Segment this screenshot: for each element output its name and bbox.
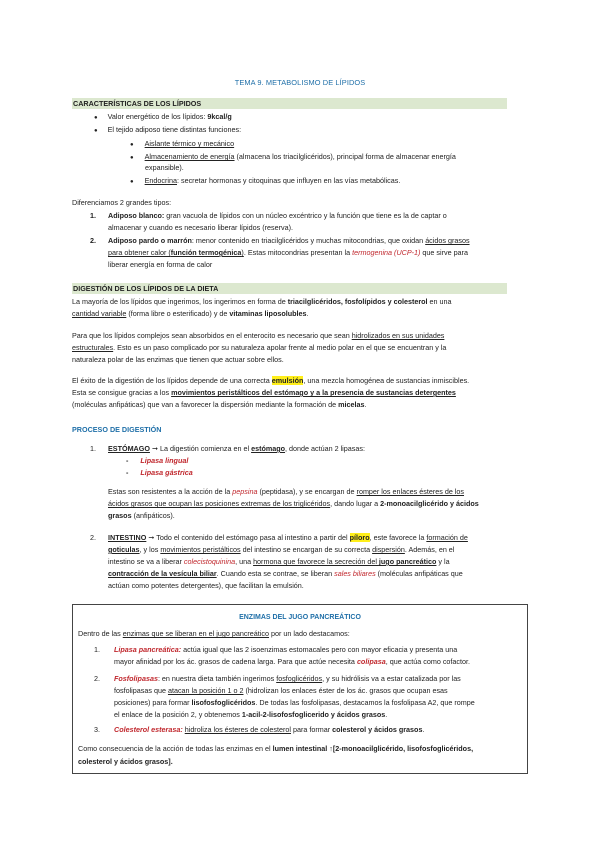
intestino-l2: goticulas, y los movimientos peristálticos del intestino se encargan de su correcta dispersión. Además, en el [108, 545, 455, 554]
arrow-right-icon: ➞ [151, 444, 158, 453]
box-item-2-number: 2. [94, 674, 100, 683]
box-item-1-l2: mayor afinidad por los ác. grasos de cadena larga. Para que actúe necesita colipasa, que actúa como cofactor. [114, 657, 471, 666]
section-heading-caracteristicas: CARACTERÍSTICAS DE LOS LÍPIDOS [72, 98, 507, 109]
intestino-l3: intestino se va a liberar colecistoquinina, una hormona que favorece la secreción del jugo pancreático y la [108, 557, 450, 566]
document-title: TEMA 9. METABOLISMO DE LÍPIDOS [234, 78, 366, 87]
box-item-1-l1: Lipasa pancreática: actúa igual que las 2 isoenzimas estomacales pero con mayor eficacia y presenta una [114, 645, 458, 654]
energy-value: 9kcal/g [207, 112, 232, 121]
sub-bullet-aislante [130, 138, 234, 151]
digestion-p2-l1: Para que los lípidos complejos sean absorbidos en el enterocito es necesario que sean hidrolizados en sus unidades [72, 331, 445, 340]
arrow-right-icon: ➞ [148, 533, 155, 542]
type-2-line2: para obtener calor (función termogénica). Estas mitocondrias presentan la termogenina (UCP-1) que sirve para [108, 248, 468, 257]
box-conclusion-l2: colesterol y ácidos grasos]. [78, 757, 173, 766]
box-item-3-number: 3. [94, 725, 100, 734]
bullet-dot-icon: ● [94, 115, 98, 121]
bullet-energy-text: Valor energético de los lípidos: [107, 112, 208, 121]
sub-bullet-almacenamiento-text: (almacena los triacilglicéridos), principal forma de almacenar energía [234, 152, 456, 161]
arrow-up-icon: ↑ [327, 744, 333, 753]
digestion-p3-l3: (moléculas anfipáticas) que van a favorecer la dispersión mediante la formación de micelas. [72, 400, 367, 409]
box-item-2-l3: posiciones) para formar lisofosfoglicéridos. De todas las fosfolipasas, destacamos la fosfolipasa A2, que rompe [114, 698, 475, 707]
bullet-dot-icon: ● [130, 142, 134, 148]
estomago-p-l1: Estas son resistentes a la acción de la pepsina (peptidasa), y se encargan de romper los enlaces ésteres de los [108, 487, 465, 496]
box-item-3: Colesterol esterasa: hidroliza los ésteres de colesterol para formar colesterol y ácidos grasos. [114, 725, 425, 734]
estomago-number: 1. [90, 444, 96, 453]
box-intro: Dentro de las enzimas que se liberan en el jugo pancreático por un lado destacamos: [78, 629, 350, 638]
sub-bullet-almacenamiento-term: Almacenamiento de energía [144, 152, 235, 161]
sub-bullet-aislante-text: Aislante térmico y mecánico [144, 139, 235, 148]
sub-bullet-endocrina [130, 175, 400, 188]
box-item-2-l1: Fosfolipasas: en nuestra dieta también ingerimos fosfoglicéridos, y su hidrólisis va a estar catalizada por las [114, 674, 461, 683]
lipasa-lingual-item: - Lipasa lingual [126, 456, 189, 465]
box-item-2-l4: el enlace de la posición 2, y obtenemos 1-acil-2-lisofosfoglicerido y ácidos grasos. [114, 710, 388, 719]
digestion-p2-l3: naturaleza polar de las enzimas que tienen que actuar sobre ellos. [72, 355, 284, 364]
sub-bullet-endocrina-term: Endocrina [144, 176, 177, 185]
digestion-p3-l2: Esta se consigue gracias a los movimientos peristálticos del estómago y a la presencia de sustancias detergentes [72, 388, 456, 397]
section-heading-digestion: DIGESTIÓN DE LOS LÍPIDOS DE LA DIETA [72, 283, 507, 294]
enzymes-box-title: ENZIMAS DEL JUGO PANCREÁTICO [239, 614, 361, 621]
diferenciamos-text: Diferenciamos 2 grandes tipos: [72, 198, 172, 207]
type-2-number: 2. [90, 236, 96, 245]
type-2-line1: Adiposo pardo o marrón: menor contenido en triacilglicéridos y muchas mitocondrias, que oxidan ácidos grasos [108, 236, 470, 245]
bullet-dot-icon: ● [130, 179, 134, 185]
estomago-p-l2: ácidos grasos que ocupan las posiciones extremas de los triglicéridos, dando lugar a 2-monoacilglicérido y ácidos [108, 499, 479, 508]
box-item-1-number: 1. [94, 645, 100, 654]
bullet-adipose [94, 124, 241, 137]
type-1-line1: Adiposo blanco: gran vacuola de lípidos con un núcleo excéntrico y la función que tiene es la de captar o [108, 211, 447, 220]
type-1-line2: almacenar y cuando es necesario liberar lípidos (reserva). [108, 223, 293, 232]
estomago-line: ESTÓMAGO ➞ La digestión comienza en el estómago, donde actúan 2 lipasas: [108, 444, 365, 453]
type-1-number: 1. [90, 211, 96, 220]
estomago-p-l3: grasos (anfipáticos). [108, 511, 175, 520]
digestion-p1-l1: La mayoría de los lípidos que ingerimos, los ingerimos en forma de triacilglicéridos, fosfolípidos y colesterol en una [72, 297, 452, 306]
bullet-dot-icon: ● [130, 155, 134, 161]
digestion-p1-l2: cantidad variable (forma libre o esterificado) y de vitaminas liposolubles. [72, 309, 309, 318]
intestino-number: 2. [90, 533, 96, 542]
intestino-l4: contracción de la vesícula biliar. Cuando esta se contrae, se liberan sales biliares (moléculas anfipáticas que [108, 569, 463, 578]
digestion-p3-l1: El éxito de la digestión de los lípidos depende de una correcta emulsión, una mezcla homogénea de sustancias inmiscibles. [72, 376, 470, 385]
type-2-line3: liberar energía en forma de calor [108, 260, 213, 269]
digestion-p2-l2: estructurales. Esto es un paso complicado por su naturaleza apolar frente al medio polar en el que se encuentran y la [72, 343, 447, 352]
sub-bullet-almacenamiento [130, 151, 528, 164]
box-conclusion-l1: Como consecuencia de la acción de todas las enzimas en el lumen intestinal ↑[2-monoacilglicérido, lisofosfoglicéridos, [78, 744, 474, 753]
bullet-adipose-text: El tejido adiposo tiene distintas funciones: [107, 125, 242, 134]
lipasa-gastrica-item: - Lipasa gástrica [126, 468, 193, 477]
sub-bullet-endocrina-text: : secretar hormonas y citoquinas que influyen en las vías metabólicas. [177, 176, 401, 185]
intestino-l5: actúan como potentes detergentes), que facilitan la emulsión. [108, 581, 304, 590]
box-item-2-l2: fosfolipasas que atacan la posición 1 o 2 (hidrolizan los enlaces éster de los ác. grasos que ocupan esas [114, 686, 448, 695]
bullet-dot-icon: ● [94, 128, 98, 134]
intestino-l1: INTESTINO ➞ Todo el contenido del estómago pasa al intestino a partir del píloro, este favorece la formación de [108, 533, 468, 542]
section-heading-proceso: PROCESO DE DIGESTIÓN [72, 425, 162, 434]
bullet-energy [94, 111, 232, 124]
sub-bullet-almacenamiento-cont: expansible). [145, 163, 184, 172]
